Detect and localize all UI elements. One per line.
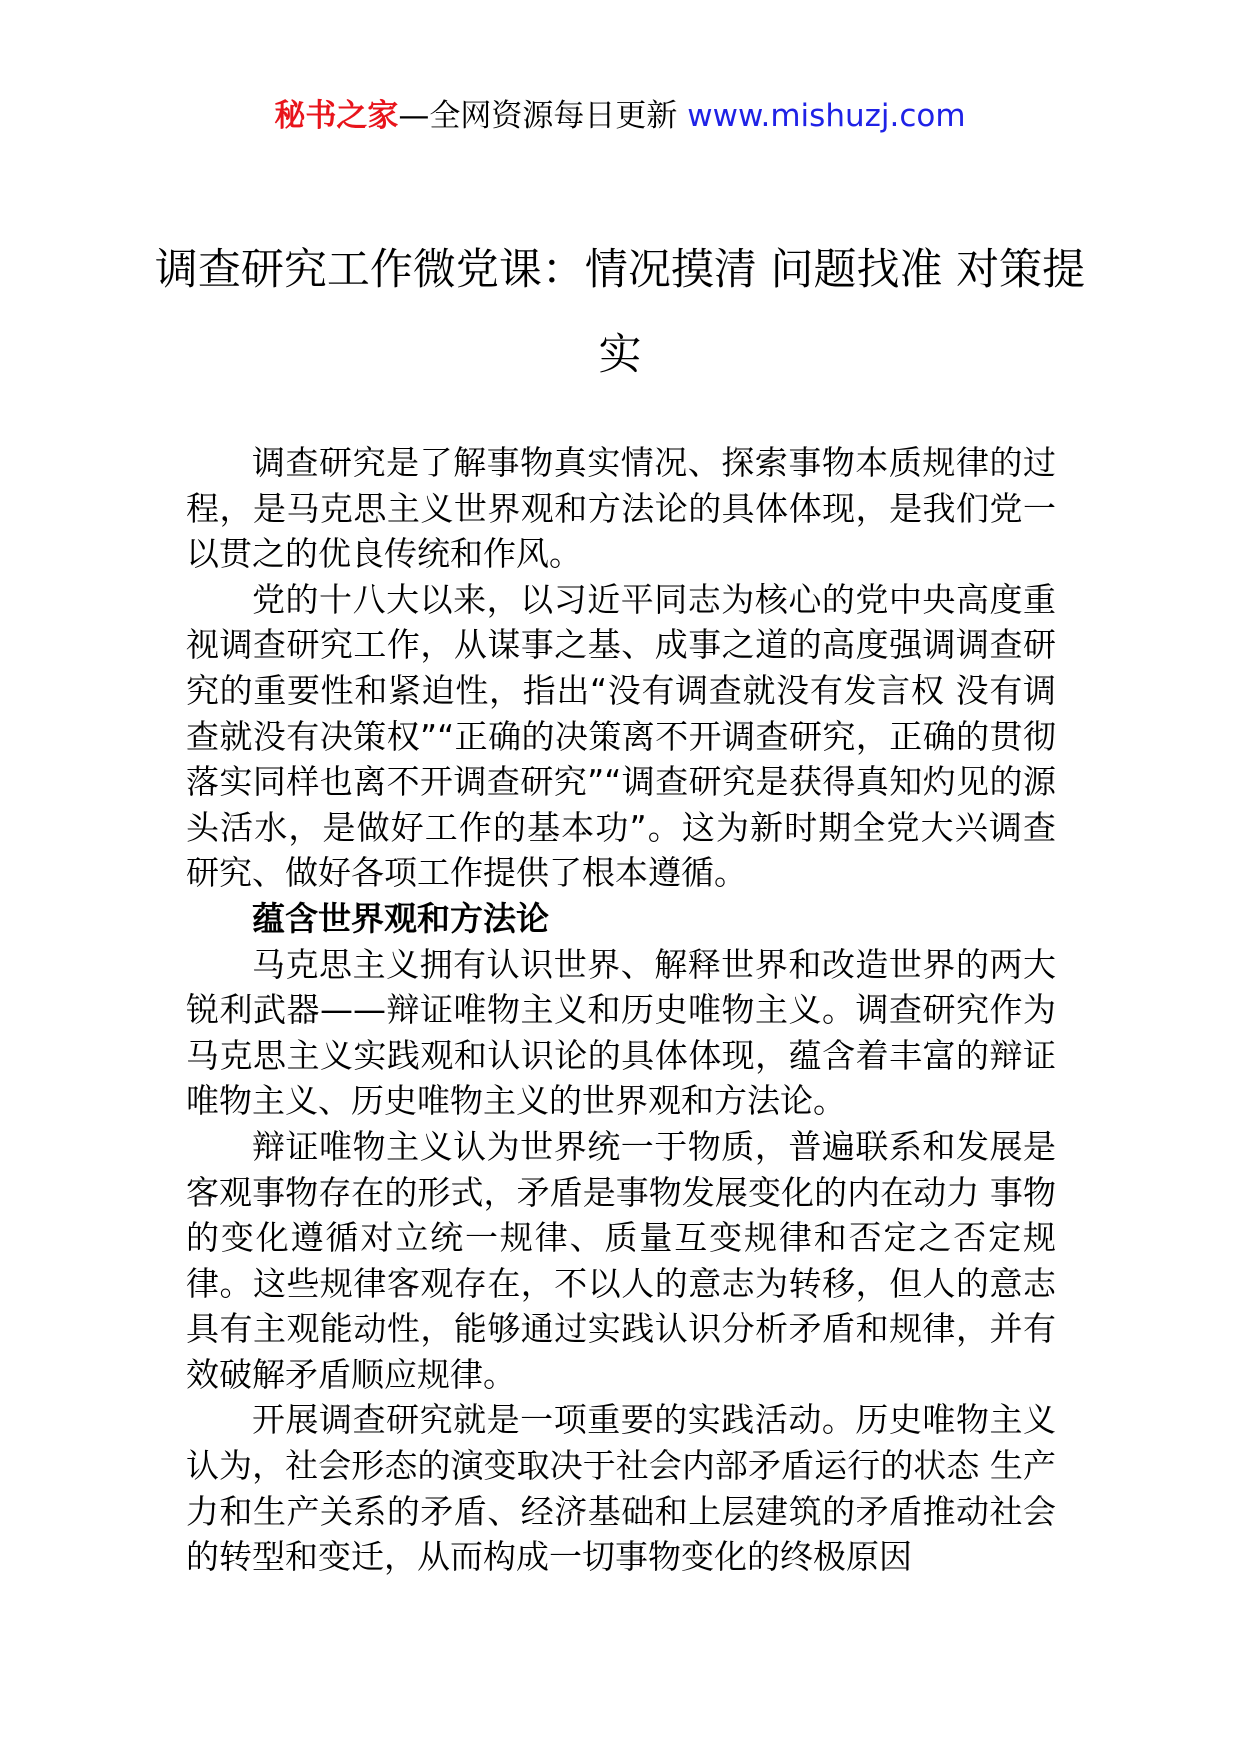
site-url-link[interactable]: www.mishuzj.com xyxy=(687,98,966,134)
section-heading: 蕴含世界观和方法论 xyxy=(252,898,549,938)
paragraph: 辩证唯物主义认为世界统一于物质，普遍联系和发展是客观事物存在的形式，矛盾是事物发展变化的内在动力 事物的变化遵循对立统一规律、质量互变规律和否定之否定规律。这些规律客观存在，不以人的意志为转移，但人的意志具有主观能动性，能够通过实践认识分析矛盾和规律，并有效破解矛盾顺应规律。 xyxy=(186,1126,1056,1394)
site-header xyxy=(0,96,1240,136)
paragraph: 马克思主义拥有认识世界、解释世界和改造世界的两大锐利武器——辩证唯物主义和历史唯物主义。调查研究作为马克思主义实践观和认识论的具体体现，蕴含着丰富的辩证唯物主义、历史唯物主义的世界观和方法论。 xyxy=(186,944,1056,1121)
site-tagline: —全网资源每日更新 xyxy=(398,98,678,134)
document-body xyxy=(186,440,1056,1580)
paragraph: 党的十八大以来，以习近平同志为核心的党中央高度重视调查研究工作，从谋事之基、成事之道的高度强调调查研究的重要性和紧迫性，指出“没有调查就没有发言权 没有调查就没有决策权”“正确的决策离不开调查研究，正确的贯彻落实同样也离不开调查研究”“调查研究是获得真知灼见的源头活水，是做好工作的基本功”。这为新时期全党大兴调查研究、做好各项工作提供了根本遵循。 xyxy=(186,579,1056,893)
brand-name: 秘书之家 xyxy=(274,98,399,134)
paragraph: 开展调查研究就是一项重要的实践活动。历史唯物主义认为，社会形态的演变取决于社会内部矛盾运行的状态 生产力和生产关系的矛盾、经济基础和上层建筑的矛盾推动社会的转型和变迁，从而构成一切事物变化的终极原因 xyxy=(186,1400,1056,1577)
paragraph: 调查研究是了解事物真实情况、探索事物本质规律的过程，是马克思主义世界观和方法论的具体体现，是我们党一以贯之的优良传统和作风。 xyxy=(186,443,1056,574)
document-title: 调查研究工作微党课：情况摸清 问题找准 对策提实 xyxy=(154,245,1086,380)
